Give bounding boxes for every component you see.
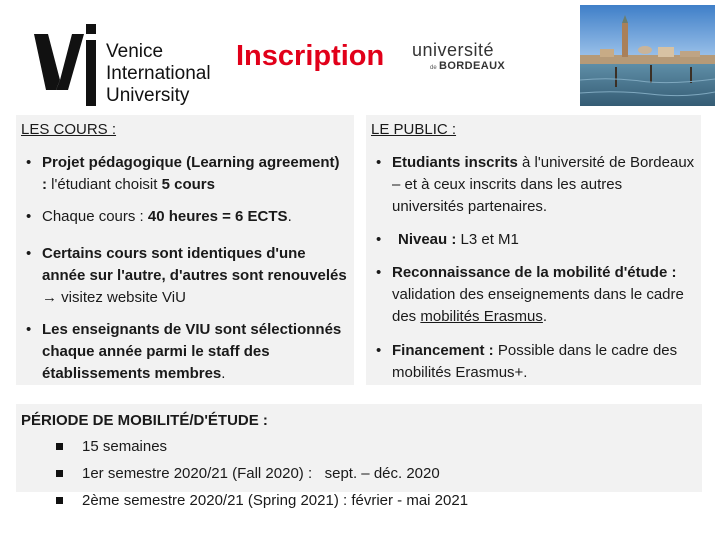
bullet-icon: • (26, 245, 32, 262)
public-item-2-tail: . (542, 308, 548, 325)
public-item-1-rest: L3 et M1 (456, 231, 519, 248)
cours-item-1-bold: 40 heures = 6 ECTS (147, 208, 288, 225)
viu-line-2: International (106, 63, 211, 84)
bullet-icon: • (26, 208, 32, 225)
periode-heading: PÉRIODE DE MOBILITÉ/D'ÉTUDE : (21, 412, 268, 429)
viu-wordmark (106, 41, 211, 107)
periode-item-0-text: 15 semaines (82, 438, 168, 455)
venice-photo (580, 5, 715, 106)
arrow-right-icon: → (42, 289, 57, 306)
public-item-3-bold: Financement : (392, 342, 494, 359)
periode-item-1-text: 1er semestre 2020/21 (Fall 2020) : sept. – déc. 2020 (82, 465, 440, 482)
cours-panel (16, 115, 354, 385)
bullet-icon: • (376, 264, 382, 281)
periode-item-2-text: 2ème semestre 2020/21 (Spring 2021) : février - mai 2021 (82, 492, 469, 509)
bullet-icon: • (376, 231, 382, 248)
public-panel (366, 115, 701, 385)
cours-item-3-bold: Les enseignants de VIU sont sélectionnés chaque année parmi le staff des établissements membres (42, 321, 342, 382)
ub-logo (410, 40, 510, 76)
cours-item-2-rest: visitez website Vi (57, 289, 176, 306)
cours-heading: LES COURS : (21, 121, 117, 138)
cours-item-0-rest: l'étudiant choisit (47, 176, 162, 193)
viu-line-3: University (106, 85, 190, 106)
cours-item-0-bold: Projet pédagogique (Learning agreement) : (42, 154, 340, 193)
bullet-icon: • (376, 342, 382, 359)
cours-item-2-bold: Certains cours sont identiques d'une année sur l'autre, d'autres sont renouvelés (42, 245, 347, 284)
viu-mark-icon (32, 18, 104, 108)
ub-de: de (430, 65, 437, 71)
page-title: Inscription (236, 40, 385, 72)
square-bullet-icon (56, 497, 63, 504)
square-bullet-icon (56, 443, 63, 450)
public-item-0-rest: à l'université de Bordeaux – et à ceux inscrits dans les autres universités partenaires. (392, 154, 695, 215)
ub-top: université (412, 40, 495, 60)
viu-logo (32, 18, 222, 108)
public-item-1-bold: Niveau : (398, 231, 457, 248)
viu-line-1: Venice (106, 41, 164, 62)
bullet-icon: • (26, 154, 32, 171)
public-item-0-bold: Etudiants inscrits (392, 154, 518, 171)
square-bullet-icon (56, 470, 63, 477)
cours-item-3-rest: . (221, 365, 226, 382)
cours-item-0-tail: 5 cours (161, 176, 215, 193)
public-item-3-rest: Possible dans le cadre des mobilités Erasmus+. (392, 342, 678, 381)
public-item-2-rest: validation des enseignements dans le cadre des (392, 286, 684, 325)
erasmus-link[interactable]: mobilités Erasmus (420, 308, 543, 325)
public-item-2-bold: Reconnaissance de la mobilité d'étude : (392, 264, 677, 281)
cours-item-1-rest: . (287, 208, 292, 225)
bullet-icon: • (26, 321, 32, 338)
public-heading: LE PUBLIC : (371, 121, 457, 138)
cours-item-1-pre: Chaque cours : (42, 208, 148, 225)
ub-bottom: BORDEAUX (439, 60, 506, 72)
periode-panel (16, 404, 702, 509)
cours-item-2-tail: U (175, 289, 186, 306)
bullet-icon: • (376, 154, 382, 171)
